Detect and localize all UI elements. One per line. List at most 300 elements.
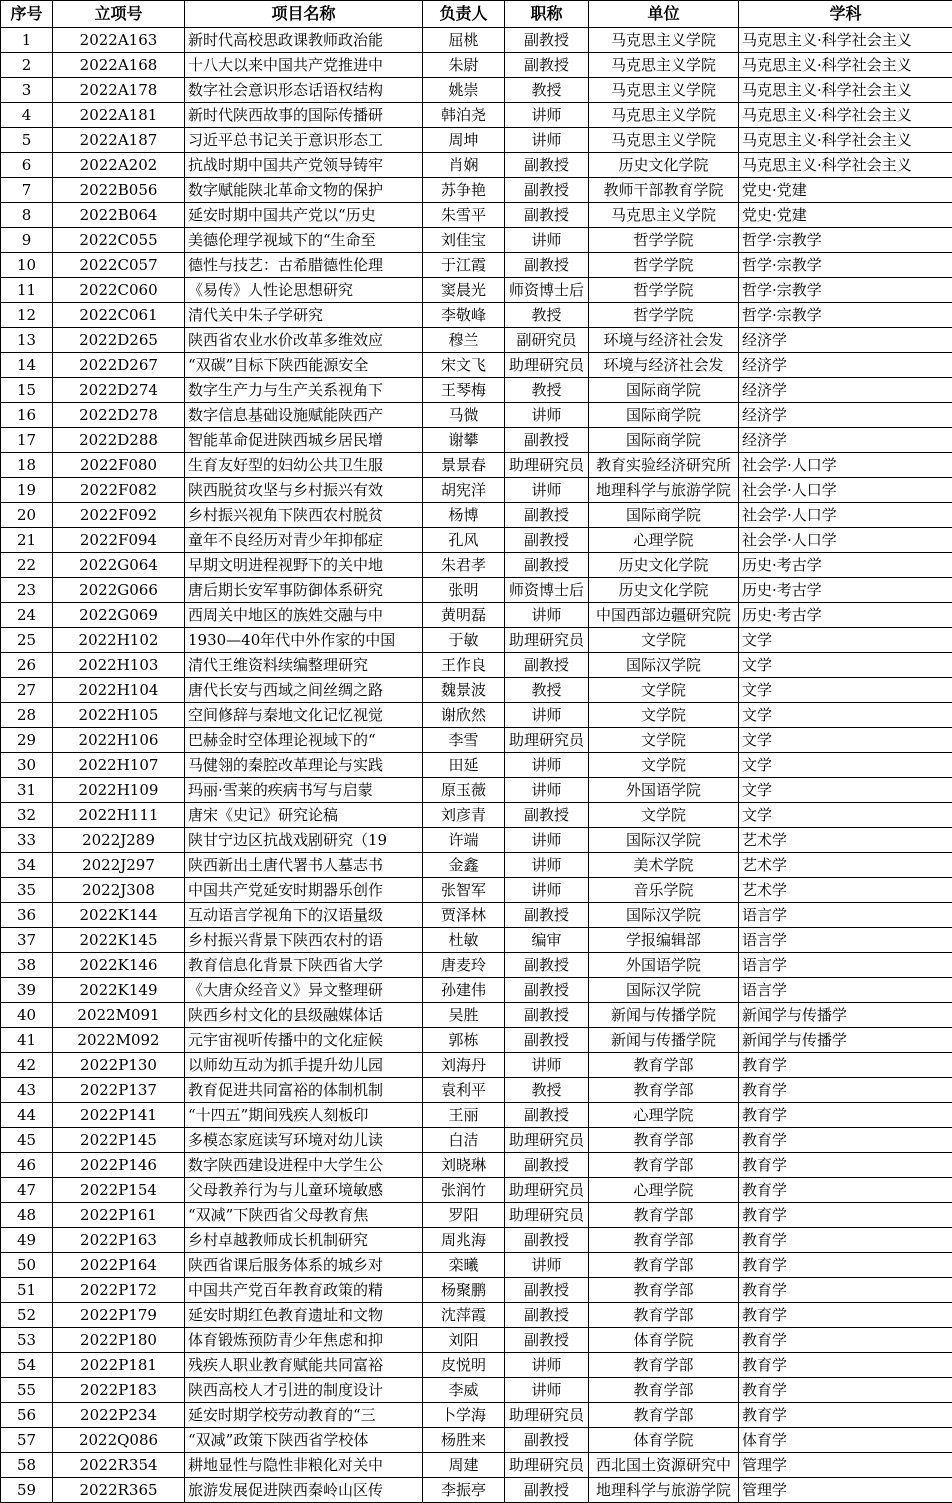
cell-leader: 刘晓琳 <box>423 1153 505 1178</box>
cell-project-name: 陕甘宁边区抗战戏剧研究（19 <box>185 828 423 853</box>
cell-project-name: “双减”下陕西省父母教育焦 <box>185 1203 423 1228</box>
cell-project-number: 2022P137 <box>53 1078 185 1103</box>
cell-leader: 吴胜 <box>423 1003 505 1028</box>
cell-index: 4 <box>1 103 53 128</box>
cell-discipline: 教育学 <box>739 1253 952 1278</box>
cell-unit: 国际商学院 <box>589 428 739 453</box>
cell-index: 24 <box>1 603 53 628</box>
cell-index: 57 <box>1 1428 53 1453</box>
cell-index: 50 <box>1 1253 53 1278</box>
cell-leader: 屈桃 <box>423 28 505 53</box>
table-row <box>1 1153 952 1178</box>
table-row <box>1 1303 952 1328</box>
cell-unit: 地理科学与旅游学院 <box>589 1478 739 1503</box>
cell-leader: 杜敏 <box>423 928 505 953</box>
cell-title: 助理研究员 <box>505 453 589 478</box>
cell-index: 14 <box>1 353 53 378</box>
cell-project-number: 2022J297 <box>53 853 185 878</box>
cell-title: 副教授 <box>505 1153 589 1178</box>
cell-discipline: 社会学·人口学 <box>739 503 952 528</box>
cell-unit: 地理科学与旅游学院 <box>589 478 739 503</box>
cell-index: 11 <box>1 278 53 303</box>
cell-leader: 姚崇 <box>423 78 505 103</box>
cell-project-name: 抗战时期中国共产党领导铸牢 <box>185 153 423 178</box>
cell-discipline: 教育学 <box>739 1128 952 1153</box>
cell-project-name: 数字生产力与生产关系视角下 <box>185 378 423 403</box>
cell-project-name: 西周关中地区的族姓交融与中 <box>185 603 423 628</box>
cell-project-number: 2022K144 <box>53 903 185 928</box>
cell-project-number: 2022P130 <box>53 1053 185 1078</box>
cell-project-name: 延安时期中国共产党以“历史 <box>185 203 423 228</box>
cell-index: 3 <box>1 78 53 103</box>
cell-index: 59 <box>1 1478 53 1503</box>
cell-unit: 国际汉学院 <box>589 903 739 928</box>
cell-discipline: 文学 <box>739 728 952 753</box>
table-row <box>1 903 952 928</box>
cell-index: 1 <box>1 28 53 53</box>
cell-unit: 教育实验经济研究所 <box>589 453 739 478</box>
cell-project-name: 乡村卓越教师成长机制研究 <box>185 1228 423 1253</box>
cell-leader: 于江霞 <box>423 253 505 278</box>
cell-leader: 张润竹 <box>423 1178 505 1203</box>
table-row <box>1 28 952 53</box>
cell-discipline: 经济学 <box>739 403 952 428</box>
cell-project-number: 2022P154 <box>53 1178 185 1203</box>
cell-leader: 魏景波 <box>423 678 505 703</box>
table-row <box>1 678 952 703</box>
cell-project-name: 互动语言学视角下的汉语量级 <box>185 903 423 928</box>
cell-title: 讲师 <box>505 878 589 903</box>
cell-project-number: 2022A202 <box>53 153 185 178</box>
cell-unit: 教育学部 <box>589 1078 739 1103</box>
cell-discipline: 文学 <box>739 778 952 803</box>
cell-discipline: 马克思主义·科学社会主义 <box>739 128 952 153</box>
cell-index: 41 <box>1 1028 53 1053</box>
cell-title: 讲师 <box>505 1378 589 1403</box>
cell-project-name: 数字社会意识形态话语权结构 <box>185 78 423 103</box>
cell-unit: 教育学部 <box>589 1303 739 1328</box>
table-row <box>1 853 952 878</box>
cell-discipline: 文学 <box>739 803 952 828</box>
cell-index: 55 <box>1 1378 53 1403</box>
cell-project-number: 2022P234 <box>53 1403 185 1428</box>
table-row <box>1 628 952 653</box>
cell-project-name: 以师幼互动为抓手提升幼儿园 <box>185 1053 423 1078</box>
cell-leader: 栾曦 <box>423 1253 505 1278</box>
cell-discipline: 体育学 <box>739 1428 952 1453</box>
cell-index: 18 <box>1 453 53 478</box>
cell-title: 师资博士后 <box>505 578 589 603</box>
cell-leader: 李敬峰 <box>423 303 505 328</box>
cell-index: 44 <box>1 1103 53 1128</box>
cell-leader: 王作良 <box>423 653 505 678</box>
table-row <box>1 953 952 978</box>
table-row <box>1 778 952 803</box>
table-row <box>1 1003 952 1028</box>
cell-project-number: 2022R365 <box>53 1478 185 1503</box>
cell-project-name: 陕西新出土唐代署书人墓志书 <box>185 853 423 878</box>
cell-leader: 卜学海 <box>423 1403 505 1428</box>
cell-title: 副教授 <box>505 28 589 53</box>
cell-discipline: 语言学 <box>739 928 952 953</box>
cell-discipline: 马克思主义·科学社会主义 <box>739 153 952 178</box>
cell-index: 6 <box>1 153 53 178</box>
cell-title: 副教授 <box>505 1303 589 1328</box>
cell-unit: 教育学部 <box>589 1378 739 1403</box>
cell-project-number: 2022D288 <box>53 428 185 453</box>
cell-title: 副教授 <box>505 1003 589 1028</box>
cell-index: 8 <box>1 203 53 228</box>
cell-project-name: 《大唐众经音义》异文整理研 <box>185 978 423 1003</box>
cell-leader: 刘阳 <box>423 1328 505 1353</box>
cell-discipline: 马克思主义·科学社会主义 <box>739 103 952 128</box>
cell-unit: 教师干部教育学院 <box>589 178 739 203</box>
cell-title: 讲师 <box>505 128 589 153</box>
cell-index: 22 <box>1 553 53 578</box>
table-row <box>1 378 952 403</box>
cell-leader: 宋文飞 <box>423 353 505 378</box>
cell-discipline: 教育学 <box>739 1078 952 1103</box>
cell-project-name: 早期文明进程视野下的关中地 <box>185 553 423 578</box>
table-row <box>1 978 952 1003</box>
cell-project-name: 延安时期红色教育遗址和文物 <box>185 1303 423 1328</box>
cell-index: 2 <box>1 53 53 78</box>
cell-index: 20 <box>1 503 53 528</box>
cell-index: 25 <box>1 628 53 653</box>
cell-project-number: 2022M092 <box>53 1028 185 1053</box>
cell-project-name: 延安时期学校劳动教育的“三 <box>185 1403 423 1428</box>
cell-title: 副教授 <box>505 1428 589 1453</box>
cell-index: 12 <box>1 303 53 328</box>
cell-unit: 美术学院 <box>589 853 739 878</box>
cell-project-number: 2022P183 <box>53 1378 185 1403</box>
cell-discipline: 历史·考古学 <box>739 553 952 578</box>
table-row <box>1 503 952 528</box>
table-row <box>1 253 952 278</box>
cell-project-name: “双碳”目标下陕西能源安全 <box>185 353 423 378</box>
cell-index: 34 <box>1 853 53 878</box>
cell-project-name: “双减”政策下陕西省学校体 <box>185 1428 423 1453</box>
table-row <box>1 1203 952 1228</box>
table-row <box>1 803 952 828</box>
cell-leader: 王丽 <box>423 1103 505 1128</box>
cell-project-name: 陕西脱贫攻坚与乡村振兴有效 <box>185 478 423 503</box>
cell-unit: 文学院 <box>589 703 739 728</box>
cell-index: 51 <box>1 1278 53 1303</box>
cell-unit: 国际汉学院 <box>589 978 739 1003</box>
cell-project-number: 2022H106 <box>53 728 185 753</box>
table-row <box>1 603 952 628</box>
header-project-number: 立项号 <box>53 1 185 28</box>
cell-discipline: 教育学 <box>739 1378 952 1403</box>
cell-unit: 教育学部 <box>589 1278 739 1303</box>
cell-project-name: 童年不良经历对青少年抑郁症 <box>185 528 423 553</box>
cell-leader: 朱雪平 <box>423 203 505 228</box>
cell-leader: 胡宪洋 <box>423 478 505 503</box>
cell-index: 49 <box>1 1228 53 1253</box>
table-row <box>1 703 952 728</box>
cell-index: 29 <box>1 728 53 753</box>
cell-index: 16 <box>1 403 53 428</box>
cell-leader: 朱君孝 <box>423 553 505 578</box>
cell-leader: 刘佳宝 <box>423 228 505 253</box>
cell-leader: 周建 <box>423 1453 505 1478</box>
cell-title: 讲师 <box>505 778 589 803</box>
table-row <box>1 1053 952 1078</box>
cell-leader: 于敏 <box>423 628 505 653</box>
cell-title: 讲师 <box>505 228 589 253</box>
cell-title: 讲师 <box>505 478 589 503</box>
cell-discipline: 教育学 <box>739 1228 952 1253</box>
cell-unit: 哲学学院 <box>589 303 739 328</box>
cell-discipline: 马克思主义·科学社会主义 <box>739 78 952 103</box>
cell-leader: 周兆海 <box>423 1228 505 1253</box>
cell-project-name: 数字陕西建设进程中大学生公 <box>185 1153 423 1178</box>
cell-project-number: 2022D278 <box>53 403 185 428</box>
table-row <box>1 728 952 753</box>
cell-index: 47 <box>1 1178 53 1203</box>
cell-project-number: 2022K149 <box>53 978 185 1003</box>
cell-project-number: 2022H107 <box>53 753 185 778</box>
cell-index: 23 <box>1 578 53 603</box>
cell-discipline: 哲学·宗教学 <box>739 303 952 328</box>
cell-title: 师资博士后 <box>505 278 589 303</box>
cell-discipline: 文学 <box>739 678 952 703</box>
cell-leader: 谢欣然 <box>423 703 505 728</box>
cell-index: 32 <box>1 803 53 828</box>
cell-leader: 郭栋 <box>423 1028 505 1053</box>
cell-discipline: 历史·考古学 <box>739 603 952 628</box>
cell-title: 讲师 <box>505 103 589 128</box>
cell-leader: 周坤 <box>423 128 505 153</box>
cell-discipline: 经济学 <box>739 378 952 403</box>
cell-index: 58 <box>1 1453 53 1478</box>
header-title: 职称 <box>505 1 589 28</box>
cell-unit: 哲学学院 <box>589 278 739 303</box>
cell-index: 37 <box>1 928 53 953</box>
cell-project-number: 2022K145 <box>53 928 185 953</box>
cell-unit: 外国语学院 <box>589 953 739 978</box>
cell-project-name: 美德伦理学视域下的“生命至 <box>185 228 423 253</box>
cell-project-number: 2022B064 <box>53 203 185 228</box>
cell-discipline: 新闻学与传播学 <box>739 1028 952 1053</box>
cell-unit: 文学院 <box>589 753 739 778</box>
cell-project-number: 2022C061 <box>53 303 185 328</box>
cell-title: 副教授 <box>505 903 589 928</box>
cell-index: 52 <box>1 1303 53 1328</box>
cell-discipline: 语言学 <box>739 978 952 1003</box>
table-row <box>1 53 952 78</box>
cell-project-name: 残疾人职业教育赋能共同富裕 <box>185 1353 423 1378</box>
cell-index: 17 <box>1 428 53 453</box>
cell-project-name: 陕西乡村文化的县级融媒体话 <box>185 1003 423 1028</box>
cell-unit: 文学院 <box>589 728 739 753</box>
cell-project-number: 2022P145 <box>53 1128 185 1153</box>
cell-project-number: 2022B056 <box>53 178 185 203</box>
cell-discipline: 艺术学 <box>739 828 952 853</box>
cell-leader: 皮悦明 <box>423 1353 505 1378</box>
cell-unit: 教育学部 <box>589 1228 739 1253</box>
cell-unit: 教育学部 <box>589 1203 739 1228</box>
table-row <box>1 1453 952 1478</box>
cell-discipline: 马克思主义·科学社会主义 <box>739 53 952 78</box>
cell-project-name: 中国共产党百年教育政策的精 <box>185 1278 423 1303</box>
cell-title: 副教授 <box>505 553 589 578</box>
cell-index: 15 <box>1 378 53 403</box>
cell-leader: 韩泊尧 <box>423 103 505 128</box>
cell-index: 56 <box>1 1403 53 1428</box>
cell-project-name: 陕西高校人才引进的制度设计 <box>185 1378 423 1403</box>
cell-unit: 国际商学院 <box>589 503 739 528</box>
table-row <box>1 453 952 478</box>
cell-discipline: 语言学 <box>739 903 952 928</box>
cell-title: 教授 <box>505 303 589 328</box>
header-discipline: 学科 <box>739 1 952 28</box>
cell-unit: 历史文化学院 <box>589 578 739 603</box>
cell-leader: 刘彦青 <box>423 803 505 828</box>
cell-title: 副教授 <box>505 1028 589 1053</box>
cell-project-name: 清代王维资料续编整理研究 <box>185 653 423 678</box>
cell-index: 43 <box>1 1078 53 1103</box>
header-unit: 单位 <box>589 1 739 28</box>
table-row <box>1 428 952 453</box>
cell-leader: 张智军 <box>423 878 505 903</box>
table-row <box>1 1428 952 1453</box>
cell-index: 35 <box>1 878 53 903</box>
cell-project-name: 习近平总书记关于意识形态工 <box>185 128 423 153</box>
table-row <box>1 528 952 553</box>
cell-title: 助理研究员 <box>505 1403 589 1428</box>
cell-discipline: 哲学·宗教学 <box>739 228 952 253</box>
cell-project-name: 唐宋《史记》研究论稿 <box>185 803 423 828</box>
table-row <box>1 1028 952 1053</box>
cell-discipline: 经济学 <box>739 353 952 378</box>
cell-discipline: 教育学 <box>739 1178 952 1203</box>
cell-unit: 心理学院 <box>589 1103 739 1128</box>
cell-project-name: 数字信息基础设施赋能陕西产 <box>185 403 423 428</box>
cell-project-number: 2022P146 <box>53 1153 185 1178</box>
cell-index: 13 <box>1 328 53 353</box>
cell-project-name: 德性与技艺：古希腊德性伦理 <box>185 253 423 278</box>
cell-project-number: 2022A163 <box>53 28 185 53</box>
table-row <box>1 128 952 153</box>
cell-project-number: 2022H109 <box>53 778 185 803</box>
table-row <box>1 228 952 253</box>
cell-project-name: 陕西省农业水价改革多维效应 <box>185 328 423 353</box>
table-row <box>1 478 952 503</box>
cell-index: 40 <box>1 1003 53 1028</box>
cell-leader: 刘海丹 <box>423 1053 505 1078</box>
cell-discipline: 经济学 <box>739 328 952 353</box>
cell-unit: 教育学部 <box>589 1053 739 1078</box>
cell-leader: 杨博 <box>423 503 505 528</box>
cell-project-name: 新时代陕西故事的国际传播研 <box>185 103 423 128</box>
table-row <box>1 1078 952 1103</box>
cell-project-number: 2022R354 <box>53 1453 185 1478</box>
cell-index: 33 <box>1 828 53 853</box>
table-row <box>1 328 952 353</box>
cell-unit: 体育学院 <box>589 1328 739 1353</box>
cell-project-name: 生育友好型的妇幼公共卫生服 <box>185 453 423 478</box>
table-row <box>1 578 952 603</box>
table-row <box>1 928 952 953</box>
cell-project-name: 唐代长安与西域之间丝绸之路 <box>185 678 423 703</box>
cell-unit: 文学院 <box>589 803 739 828</box>
table-row <box>1 178 952 203</box>
cell-project-number: 2022C055 <box>53 228 185 253</box>
table-row <box>1 78 952 103</box>
table-row <box>1 103 952 128</box>
cell-unit: 体育学院 <box>589 1428 739 1453</box>
cell-leader: 窦晨光 <box>423 278 505 303</box>
cell-index: 54 <box>1 1353 53 1378</box>
cell-unit: 环境与经济社会发 <box>589 353 739 378</box>
cell-title: 副教授 <box>505 153 589 178</box>
cell-title: 讲师 <box>505 703 589 728</box>
cell-project-number: 2022H103 <box>53 653 185 678</box>
cell-discipline: 社会学·人口学 <box>739 528 952 553</box>
cell-index: 39 <box>1 978 53 1003</box>
cell-unit: 教育学部 <box>589 1153 739 1178</box>
cell-project-number: 2022C057 <box>53 253 185 278</box>
cell-unit: 文学院 <box>589 678 739 703</box>
cell-project-number: 2022P163 <box>53 1228 185 1253</box>
cell-index: 28 <box>1 703 53 728</box>
cell-unit: 环境与经济社会发 <box>589 328 739 353</box>
cell-discipline: 语言学 <box>739 953 952 978</box>
cell-index: 19 <box>1 478 53 503</box>
cell-title: 助理研究员 <box>505 1178 589 1203</box>
cell-discipline: 新闻学与传播学 <box>739 1003 952 1028</box>
cell-discipline: 历史·考古学 <box>739 578 952 603</box>
cell-project-number: 2022D265 <box>53 328 185 353</box>
cell-project-name: 教育促进共同富裕的体制机制 <box>185 1078 423 1103</box>
table-row <box>1 1403 952 1428</box>
cell-unit: 国际商学院 <box>589 403 739 428</box>
cell-title: 讲师 <box>505 1053 589 1078</box>
cell-leader: 李威 <box>423 1378 505 1403</box>
cell-discipline: 文学 <box>739 753 952 778</box>
cell-discipline: 哲学·宗教学 <box>739 278 952 303</box>
cell-unit: 历史文化学院 <box>589 153 739 178</box>
cell-index: 10 <box>1 253 53 278</box>
cell-project-name: 新时代高校思政课教师政治能 <box>185 28 423 53</box>
cell-title: 讲师 <box>505 1253 589 1278</box>
cell-unit: 哲学学院 <box>589 253 739 278</box>
cell-project-number: 2022A187 <box>53 128 185 153</box>
cell-title: 副教授 <box>505 203 589 228</box>
cell-index: 7 <box>1 178 53 203</box>
cell-unit: 马克思主义学院 <box>589 128 739 153</box>
table-row <box>1 1378 952 1403</box>
cell-leader: 孔风 <box>423 528 505 553</box>
cell-leader: 穆兰 <box>423 328 505 353</box>
table-row <box>1 1328 952 1353</box>
cell-discipline: 社会学·人口学 <box>739 453 952 478</box>
cell-unit: 国际商学院 <box>589 378 739 403</box>
cell-discipline: 教育学 <box>739 1403 952 1428</box>
cell-title: 教授 <box>505 1078 589 1103</box>
cell-index: 46 <box>1 1153 53 1178</box>
table-row <box>1 1253 952 1278</box>
cell-project-name: 《易传》人性论思想研究 <box>185 278 423 303</box>
cell-project-name: 乡村振兴背景下陕西农村的语 <box>185 928 423 953</box>
cell-unit: 西北国土资源研究中 <box>589 1453 739 1478</box>
cell-leader: 许端 <box>423 828 505 853</box>
cell-project-number: 2022K146 <box>53 953 185 978</box>
table-row <box>1 1128 952 1153</box>
cell-unit: 外国语学院 <box>589 778 739 803</box>
